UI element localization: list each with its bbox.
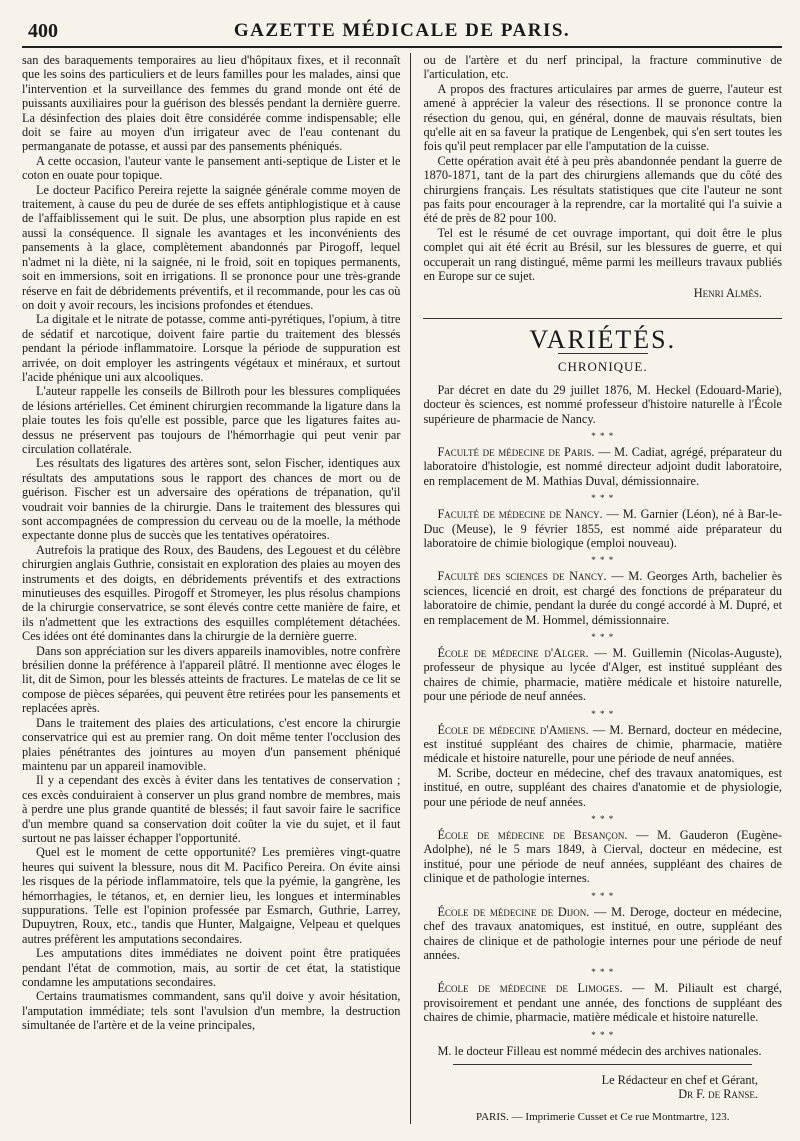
separator-stars: * * * [591, 708, 615, 719]
news-item-text: — M. Cadiat, agrégé, préparateur du laboratoire d'histologie, est nommé directeur adjoint dudit laboratoire, en remplacement de M. Mathias Duval, démissionnaire. [423, 444, 782, 488]
paragraph: Cette opération avait été à peu près abandonnée pendant la guerre de 1870-1871, tant de la part des chirurgiens allemands que du côté des chirurgiens français. Les résultats statistiques que cite l'auteur ne sont pas faits pour encourager à la reprendre, car la mortalité qui l'a suivie a été de près de 82 pour 100. [423, 153, 782, 226]
paragraph: Il y a cependant des excès à éviter dans les tentatives de conservation ; ces excès conduiraient à conserver un plus grand nombre de membres, mais à perdre une plus grande quantité de blessés; il faut savoir faire le sacrifice d'un membre quand sa conservation doit coûter la vie du sujet, et il faut surtout ne pas laisser échapper l'opportunité. [22, 773, 401, 845]
review-signature: Henri Almès. [693, 285, 762, 300]
columns [22, 53, 782, 1124]
news-item [423, 828, 782, 886]
news-item-text: — M. Deroge, docteur en médecine, chef des travaux anatomiques, est institué, en outre, suppléant des chaires de clinique et de pathologie internes pour une période de neuf années. [423, 904, 783, 962]
paragraph: Dans son appréciation sur les divers appareils inamovibles, notre confrère brésilien donne la préférence à l'appareil plâtré. Il mentionne avec éloges le lit, dit de Simon, pour les blessés atteints de fractures. Le matelas de ce lit se compose de pièces séparées, qui peuvent être retirées pour les pansements et replacées après. [22, 643, 401, 716]
separator-stars: * * * [591, 555, 615, 566]
separator-stars: * * * [591, 493, 615, 504]
separator-stars: * * * [591, 1029, 615, 1040]
paragraph: san des baraquements temporaires au lieu d'hôpitaux fixes, et il reconnaît que les soins des particuliers et de leurs familles pour les malades, ainsi que l'intervention et la surveillance des femmes du grand monde ont été de puissants auxiliaires pour la guérison des blessés pendant la dernière guerre. La désinfection des plaies doit être considérée comme indispensable; elle doit se faire au moyen d'un irrigateur avec de l'eau contenant du permanganate de potasse, et aussi par des pansements phéniqués. [22, 53, 401, 154]
news-item [423, 905, 782, 963]
paragraph: Quel est le moment de cette opportunité? Les premières vingt-quatre heures qui suivent la blessure, nous dit M. Pacifico Pereira. On évite ainsi les risques de la période inflammatoire, tels que la pyémie, la gangrène, les hémorrhagies, le tétanos, et, en dernier lieu, les longues et interminables suppurations. Telle est l'opinion professée par Esmarch, Guthrie, Larrey, Dupuytren, Roux, etc., tandis que Hunter, Malgaigne, Velpeau et quelques autres préfèrent les amputations secondaires. [22, 845, 401, 946]
right-column [413, 53, 782, 1124]
paragraph: La digitale et le nitrate de potasse, comme anti-pyrétiques, l'opium, à titre de sédatif et narcotique, doivent faire partie du traitement des blessés pendant la période inflammatoire. Lorsque la période de suppuration est arrivée, on doit employer les astringents végétaux et minéraux, et surtout l'acide phénique uni aux alcooliques. [22, 312, 401, 384]
separator-stars: * * * [591, 890, 615, 901]
paragraph: Les amputations dites immédiates ne doivent point être pratiquées pendant l'état de commotion, mais, au sortir de cet état, la statistique condamne les amputations secondaires. [22, 946, 401, 989]
news-item-head: Faculté des sciences de Nancy. [437, 569, 607, 584]
news-item-text: — M. Guillemin (Nicolas-Auguste), professeur de physique au lycée d'Alger, est institué suppléant des chaires de chimie, pharmacie, matière médicale et histoire naturelle, pour une période de neuf années. [423, 646, 782, 704]
left-column [22, 53, 408, 1124]
news-item-text: — M. Piliault est chargé, provisoirement et pendant une année, des fonctions de suppléant des chaires de chimie, pharmacie, matière médicale et histoire naturelle. [423, 981, 782, 1025]
paragraph: A propos des fractures articulaires par armes de guerre, l'auteur est amené à apprécier la valeur des résections. Il se prononce contre la résection du genou, qui, en général, donne de mauvais résultats, bien qu'elle ait en sa faveur la pratique de Lengenbek, qui s'en sert toutes les fois qu'il peut remplacer par elle l'amputation de la cuisse. [423, 81, 782, 154]
paragraph: ou de l'artère et du nerf principal, la fracture comminutive de l'articulation, etc. [423, 53, 782, 82]
news-item [423, 723, 782, 766]
news-item-text: — M. Garnier (Léon), né à Bar-le-Duc (Meuse), le 9 février 1855, est nommé aide préparateur du laboratoire de chimie biologique (emploi nouveau). [423, 507, 783, 550]
paragraph: L'auteur rappelle les conseils de Billroth pour les blessures compliquées de lésions artérielles. Cet éminent chirurgien recommande la ligature dans la plaie toutes les fois qu'elle est possible, parce que les ligatures faites au-dessus ne préservent pas toujours de l'hémorrhagie qui peut venir par circulation collatérale. [22, 384, 401, 456]
news-item-head: Faculté de médecine de Nancy. [437, 507, 603, 522]
news-item-head: École de médecine d'Alger. [437, 646, 589, 660]
separator-stars: * * * [591, 814, 615, 825]
news-item [423, 766, 782, 809]
paragraph: Certains traumatismes commandent, sans qu'il doive y avoir hésitation, l'amputation immédiate; tels sont l'avulsion d'un membre, la destruction simultanée de l'artère et de la veine principales, [22, 989, 401, 1033]
printer-imprint: PARIS. — Imprimerie Cusset et Ce rue Montmartre, 123. [475, 1110, 730, 1123]
news-item [423, 569, 782, 627]
news-item-text: M. le docteur Filleau est nommé médecin des archives nationales. [437, 1043, 762, 1058]
paragraph: Autrefois la pratique des Roux, des Baudens, des Legouest et du célèbre chirurgien anglais Guthrie, consistait en exploration des plaies au moyen des instruments et des doigts, en débridements préventifs et des extractions minutieuses des esquilles. Pirogoff et Stromeyer, les plus résolus champions de la chirurgie conservatrice, se sont élevés contre cette manière de faire, et ils n'admettent que les extractions des esquilles complétement détachées. Ces idées ont été dominantes dans la chirurgie de la dernière guerre. [22, 542, 401, 644]
separator-stars: * * * [591, 967, 615, 978]
column-divider [410, 53, 411, 1124]
running-title: GAZETTE MÉDICALE DE PARIS. [233, 20, 571, 41]
news-item [423, 1044, 782, 1058]
editor-signature-line2: Dr F. de Ranse. [678, 1087, 758, 1102]
news-item-head: Faculté de médecine de Paris. [437, 444, 595, 459]
news-item [423, 445, 782, 488]
closing-rule [453, 1064, 752, 1065]
news-item-text: — M. Bernard, docteur en médecine, est institué suppléant des chaires de chimie, pharmacie, matière médicale et histoire naturelle, pour une période de neuf années. [423, 722, 782, 766]
news-item-head: École de médecine de Dijon. [437, 904, 590, 919]
news-item-head: École de médecine de Besançon. [437, 828, 628, 843]
masthead [22, 18, 782, 48]
news-item [423, 981, 782, 1024]
section-title: VARIÉTÉS. [423, 318, 782, 354]
paragraph: Dans le traitement des plaies des articulations, c'est encore la chirurgie conservatrice qui est au premier rang. On doit même tenter l'occlusion des plaies pénétrantes des jointures au moyen d'un pansement phéniqué maintenu par un appareil inamovible. [22, 715, 401, 773]
news-item-text: M. Scribe, docteur en médecine, chef des travaux anatomiques, est institué, en outre, suppléant des chaires d'anatomie et de physiologie, pour une période de neuf années. [423, 765, 782, 809]
news-item [423, 507, 782, 550]
news-intro: Par décret en date du 29 juillet 1876, M. Heckel (Edouard-Marie), docteur ès sciences, est nommé professeur d'histoire naturelle à l'École supérieure de pharmacie de Nancy. [423, 382, 782, 426]
separator-stars: * * * [591, 430, 615, 441]
news-item-head: École de médecine d'Amiens. [437, 722, 589, 737]
separator-stars: * * * [591, 632, 615, 642]
news-item-text: — M. Gauderon (Eugène-Adolphe), né le 5 mars 1849, à Cierval, docteur en médecine, est institué, pour une période de neuf années, suppléant des chaires de clinique et de pathologie internes. [423, 828, 782, 886]
section-subtitle: CHRONIQUE. [557, 359, 648, 375]
paragraph: Les résultats des ligatures des artères sont, selon Fischer, identiques aux résultats des amputations sous le rapport des chances de mort ou de guérison. Fischer est un adversaire des opérations de trépanation, qu'il voudrait voir bannies de la chirurgie. Dans le traitement des blessures qui sont accompagnées de compression du cerveau ou de la moelle, la méthode expectante donne plus de succès que les tentatives opératoires. [22, 456, 401, 543]
news-item [423, 646, 782, 704]
page-number: 400 [28, 20, 58, 42]
paragraph: A cette occasion, l'auteur vante le pansement anti-septique de Lister et le coton en ouate pour topique. [22, 153, 401, 183]
news-item-text: — M. Georges Arth, bachelier ès sciences, licencié en droit, est chargé des fonctions de préparateur du laboratoire de chimie, pendant la durée du congé accordé à M. Dupré, et en remplacement de M. Hommel, démissionnaire. [423, 569, 782, 627]
paragraph: Le docteur Pacifico Pereira rejette la saignée générale comme moyen de traitement, à cause du peu de durée de ses effets antiphlogistique et à cause de l'affaiblissement qui le suit. De plus, une absorption plus rapide en est aussi la conséquence. Il signale les avantages et les inconvénients des pansements à la glace, complètement abandonnés par Pirogoff, lequel n'admet ni la diète, ni la saignée, ni le froid, soit en topiques permanents, soit en immersions, soit en irrigations. Il se prononce pour une très-grande réserve en fait de débridements préventifs, et il recommande, pour les cas où on doit y avoir recours, les incisions profondes et étendues. [22, 182, 401, 312]
news-item-head: École de médecine de Limoges. [437, 981, 623, 996]
editor-signature-line1: Le Rédacteur en chef et Gérant, [601, 1072, 758, 1087]
paragraph: Tel est le résumé de cet ouvrage important, qui doit être le plus complet qui ait été écrit au Brésil, sur les blessures de guerre, et qui occuperait un rang distingué, même parmi les meilleurs travaux publiés en Europe sur ce sujet. [423, 225, 782, 284]
